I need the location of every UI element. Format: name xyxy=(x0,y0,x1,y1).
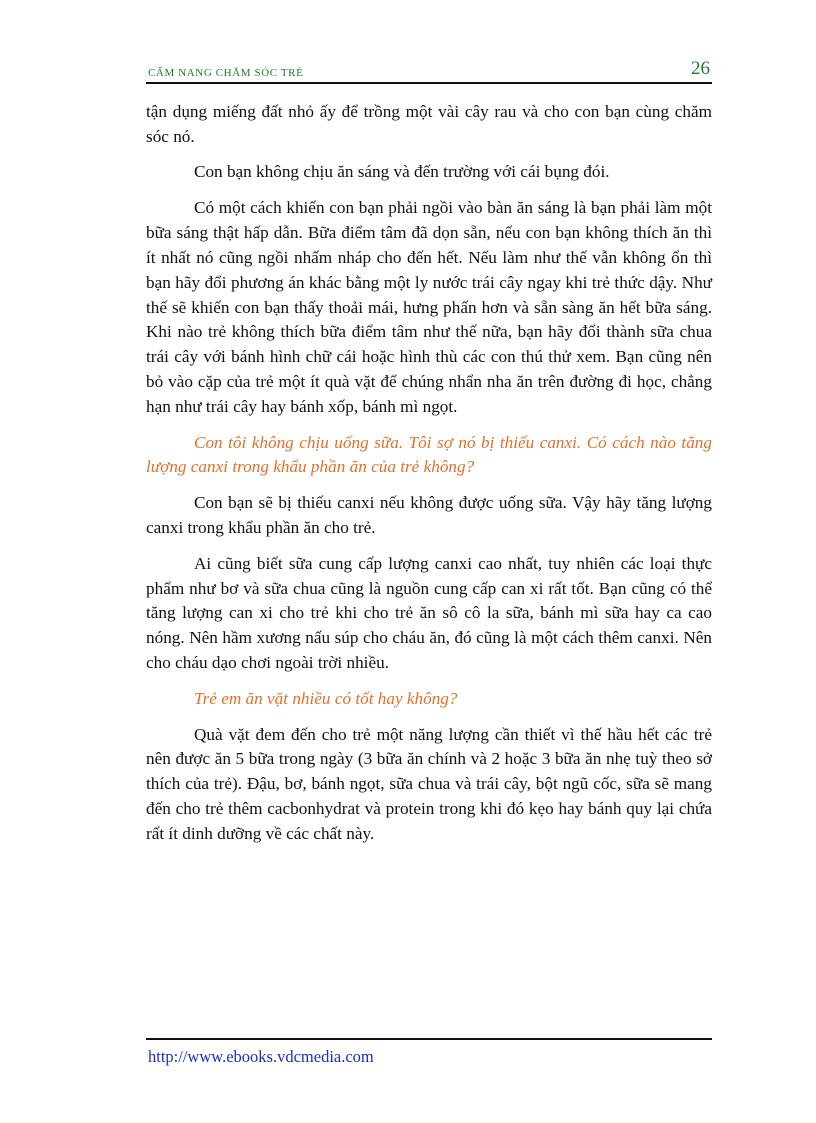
book-title: CẨM NANG CHĂM SÓC TRẺ xyxy=(148,67,304,79)
page-number: 26 xyxy=(691,58,710,79)
paragraph-continuation: tận dụng miếng đất nhỏ ấy để trồng một vài cây rau và cho con bạn cùng chăm sóc nó. xyxy=(146,102,712,146)
question-snacks: Trẻ em ăn vặt nhiều có tốt hay không? xyxy=(194,688,458,708)
paragraph-snacks: Quà vặt đem đến cho trẻ một năng lượng cần thiết vì thế hầu hết các trẻ nên được ăn 5 bữa trong ngày (3 bữa ăn chính và 2 hoặc 3 bữa ăn nhẹ tuỳ theo sở thích của trẻ). Đậu, bơ, bánh ngọt, sữa chua và trái cây, bột ngũ cốc, sữa sẽ mang đến cho trẻ thêm cacbonhydrat và protein trong khi đó kẹo hay bánh quy lại chứa rất ít dinh dưỡng về các chất này. xyxy=(146,724,712,843)
website-link[interactable]: http://www.ebooks.vdcmedia.com xyxy=(148,1047,374,1066)
paragraph-calcium-intro: Con bạn sẽ bị thiếu canxi nếu không được uống sữa. Vậy hãy tăng lượng canxi trong khẩu phần ăn cho trẻ. xyxy=(146,493,712,537)
page-body xyxy=(146,100,712,847)
page-header xyxy=(146,58,712,84)
paragraph-problem: Con bạn không chịu ăn sáng và đến trường với cái bụng đói. xyxy=(194,161,610,181)
question-calcium: Con tôi không chịu uống sữa. Tôi sợ nó bị thiếu canxi. Có cách nào tăng lượng canxi trong khẩu phần ăn của trẻ không? xyxy=(146,432,712,477)
page-footer xyxy=(146,1038,712,1066)
paragraph-breakfast-advice: Có một cách khiến con bạn phải ngồi vào bàn ăn sáng là bạn phải làm một bữa sáng thật hấp dẫn. Bữa điểm tâm đã dọn sẵn, nếu con bạn không thích ăn thì ít nhất nó cũng ngồi nhấm nháp cho đến hết. Nếu làm như thế vẫn không ổn thì bạn hãy đổi phương án khác bằng một ly nước trái cây ngay khi trẻ thức dậy. Như thế sẽ khiến con bạn thấy thoải mái, hưng phấn hơn và sẵn sàng ăn hết bữa sáng. Khi nào trẻ không thích bữa điểm tâm như thế nữa, bạn hãy đổi thành sữa chua trái cây với bánh hình chữ cái hoặc hình thù các con thú thử xem. Bạn cũng nên bỏ vào cặp của trẻ một ít quà vặt để chúng nhẩn nha ăn trên đường đi học, chẳng hạn như trái cây hay bánh xốp, bánh mì ngọt. xyxy=(146,198,712,416)
paragraph-calcium-sources: Ai cũng biết sữa cung cấp lượng canxi cao nhất, tuy nhiên các loại thực phẩm như bơ và sữa chua cũng là nguồn cung cấp can xi rất tốt. Bạn cũng có thể tăng lượng can xi cho trẻ khi cho trẻ ăn sô cô la sữa, bánh mì sữa hay ca cao nóng. Nên hầm xương nấu súp cho cháu ăn, đó cũng là một cách thêm canxi. Nên cho cháu dạo chơi ngoài trời nhiều. xyxy=(146,553,712,672)
